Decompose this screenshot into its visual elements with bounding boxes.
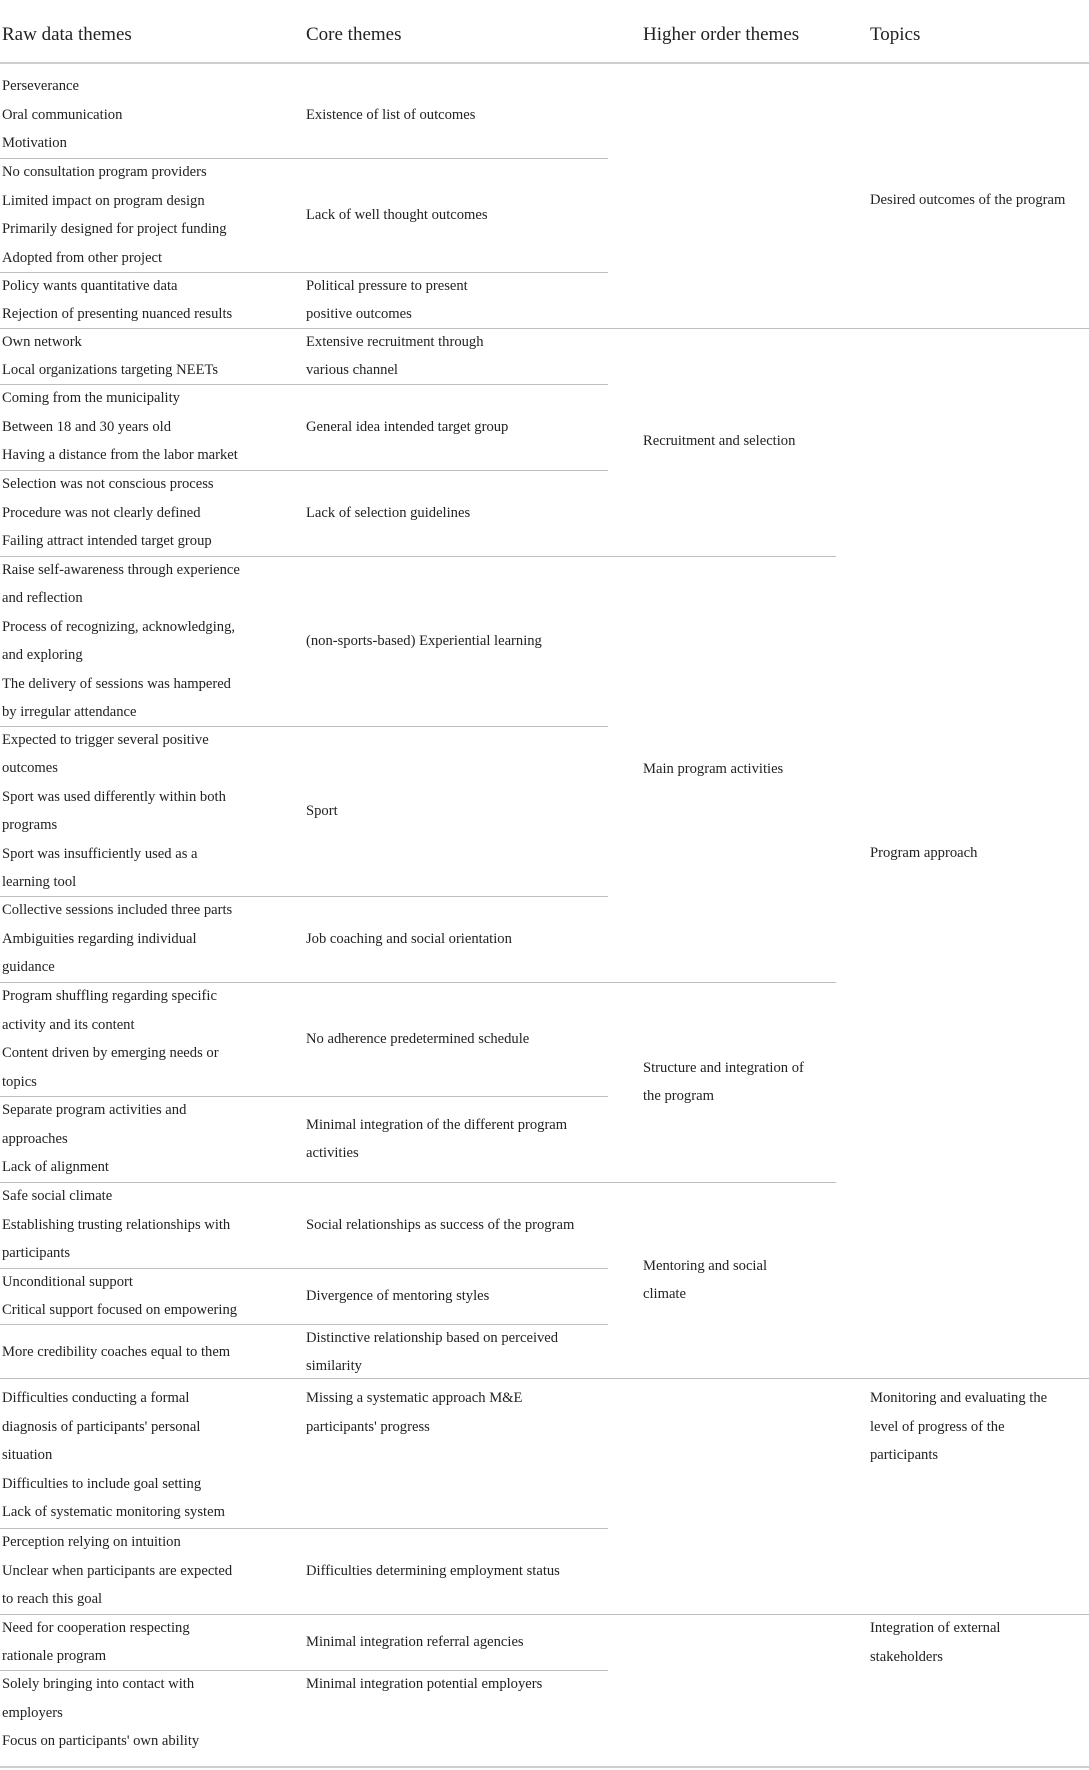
topic-cell: [870, 1384, 1085, 1612]
topic-cell: [870, 328, 1085, 1378]
row-divider: [0, 470, 608, 471]
raw-data-theme-cell: [2, 726, 302, 896]
cell-text-line: guidance: [2, 959, 55, 976]
header-raw-data-themes: Raw data themes: [2, 24, 132, 45]
cell-text-line: Unclear when participants are expected: [2, 1562, 233, 1579]
cell-text-line: Collective sessions included three parts: [2, 902, 233, 919]
cell-text-line: Need for cooperation respecting: [2, 1619, 190, 1636]
cell-text-line: Sport was used differently within both: [2, 788, 226, 805]
cell-text-line: Limited impact on program design: [2, 192, 205, 209]
core-theme-cell: [306, 982, 636, 1096]
cell-text-line: Own network: [2, 333, 82, 350]
core-theme-cell: [306, 470, 636, 556]
row-divider: [0, 1096, 608, 1097]
row-divider: [0, 982, 836, 983]
cell-text-line: Program approach: [870, 844, 978, 861]
cell-text-line: Process of recognizing, acknowledging,: [2, 618, 236, 635]
cell-text-line: Solely bringing into contact with: [2, 1676, 195, 1692]
core-theme-cell: [306, 1670, 636, 1756]
cell-text-line: Content driven by emerging needs or: [2, 1045, 219, 1061]
cell-text-line: Expected to trigger several positive: [2, 731, 209, 748]
cell-text-line: Focus on participants' own ability: [2, 1733, 200, 1749]
core-theme-cell: [306, 1268, 636, 1324]
raw-data-theme-cell: [2, 1384, 302, 1528]
row-divider: [0, 1324, 608, 1325]
cell-text-line: Motivation: [2, 135, 67, 152]
cell-text-line: participants: [2, 1245, 71, 1262]
cell-text-line: programs: [2, 817, 58, 833]
cell-text-line: Extensive recruitment through: [306, 333, 484, 350]
row-divider: [0, 384, 608, 385]
cell-text-line: approaches: [2, 1130, 68, 1147]
cell-text-line: rationale program: [2, 1648, 107, 1664]
raw-data-theme-cell: [2, 1182, 302, 1268]
core-theme-cell: [306, 896, 636, 982]
cell-text-line: Rejection of presenting nuanced results: [2, 306, 233, 322]
raw-data-theme-cell: [2, 1670, 302, 1756]
cell-text-line: activities: [306, 1145, 359, 1161]
cell-text-line: Sport was insufficiently used as a: [2, 845, 198, 862]
cell-text-line: Minimal integration potential employers: [306, 1676, 543, 1692]
cell-text-line: General idea intended target group: [306, 418, 509, 435]
cell-text-line: situation: [2, 1447, 53, 1463]
cell-text-line: Monitoring and evaluating the: [870, 1390, 1048, 1406]
cell-text-line: Primarily designed for project funding: [2, 221, 227, 237]
cell-text-line: Job coaching and social orientation: [306, 930, 512, 947]
core-theme-cell: [306, 72, 636, 158]
higher-order-theme-cell: [643, 1182, 863, 1378]
core-theme-cell: [306, 384, 636, 470]
cell-text-line: Missing a systematic approach M&E: [306, 1390, 523, 1406]
raw-data-theme-cell: [2, 328, 302, 384]
cell-text-line: Sport: [306, 802, 338, 819]
cell-text-line: Difficulties to include goal setting: [2, 1475, 202, 1492]
cell-text-line: Distinctive relationship based on perceived: [306, 1329, 559, 1346]
topic-cell: [870, 72, 1085, 328]
raw-data-theme-cell: [2, 470, 302, 556]
row-divider: [0, 272, 608, 273]
cell-text-line: Separate program activities and: [2, 1102, 187, 1119]
cell-text-line: Adopted from other project: [2, 249, 163, 266]
cell-text-line: Minimal integration of the different program: [306, 1116, 568, 1133]
cell-text-line: activity and its content: [2, 1016, 135, 1033]
higher-order-theme-cell: [643, 556, 863, 982]
cell-text-line: climate: [643, 1286, 686, 1302]
raw-data-theme-cell: [2, 556, 302, 726]
raw-data-theme-cell: [2, 384, 302, 470]
raw-data-theme-cell: [2, 1528, 302, 1614]
row-divider: [0, 556, 836, 557]
row-divider: [0, 158, 608, 159]
cell-text-line: Policy wants quantitative data: [2, 277, 178, 294]
header-higher-order-themes: Higher order themes: [643, 24, 800, 45]
cell-text-line: (non-sports-based) Experiential learning: [306, 632, 542, 649]
cell-text-line: Failing attract intended target group: [2, 533, 212, 550]
cell-text-line: Difficulties determining employment status: [306, 1562, 560, 1579]
cell-text-line: No adherence predetermined schedule: [306, 1030, 530, 1047]
row-divider: [0, 1182, 836, 1183]
cell-text-line: Between 18 and 30 years old: [2, 418, 171, 435]
core-theme-cell: [306, 1384, 636, 1528]
raw-data-theme-cell: [2, 896, 302, 982]
raw-data-theme-cell: [2, 1096, 302, 1182]
higher-order-theme-cell: [643, 982, 863, 1182]
cell-text-line: Coming from the municipality: [2, 390, 180, 407]
higher-order-theme-cell: [643, 328, 863, 554]
core-theme-cell: [306, 1528, 636, 1614]
cell-text-line: Having a distance from the labor market: [2, 447, 238, 464]
core-theme-cell: [306, 272, 636, 328]
header-topics: Topics: [870, 24, 921, 45]
raw-data-theme-cell: [2, 1268, 302, 1324]
cell-text-line: Lack of alignment: [2, 1159, 109, 1176]
cell-text-line: various channel: [306, 362, 398, 378]
raw-data-theme-cell: [2, 272, 302, 328]
cell-text-line: Difficulties conducting a formal: [2, 1390, 190, 1406]
cell-text-line: stakeholders: [870, 1648, 943, 1665]
cell-text-line: Perception relying on intuition: [2, 1534, 181, 1551]
cell-text-line: Mentoring and social: [643, 1257, 768, 1274]
core-theme-cell: [306, 1324, 636, 1380]
cell-text-line: employers: [2, 1704, 63, 1721]
cell-text-line: positive outcomes: [306, 306, 412, 322]
cell-text-line: the program: [643, 1088, 714, 1104]
cell-text-line: and reflection: [2, 590, 83, 606]
cell-text-line: Establishing trusting relationships with: [2, 1216, 231, 1233]
row-divider: [0, 328, 1089, 329]
cell-text-line: participants: [870, 1447, 939, 1463]
cell-text-line: Procedure was not clearly defined: [2, 504, 201, 521]
cell-text-line: by irregular attendance: [2, 704, 137, 720]
cell-text-line: Perseverance: [2, 78, 79, 95]
cell-text-line: Unconditional support: [2, 1273, 133, 1290]
core-theme-cell: [306, 556, 636, 726]
cell-text-line: topics: [2, 1073, 37, 1090]
core-theme-cell: [306, 1182, 636, 1268]
row-divider: [0, 896, 608, 897]
cell-text-line: and exploring: [2, 647, 83, 663]
cell-text-line: participants' progress: [306, 1418, 430, 1435]
core-theme-cell: [306, 1096, 636, 1182]
cell-text-line: Oral communication: [2, 106, 123, 123]
cell-text-line: learning tool: [2, 874, 77, 890]
row-divider: [0, 1670, 608, 1671]
cell-text-line: level of progress of the: [870, 1418, 1005, 1435]
core-theme-cell: [306, 1614, 636, 1670]
row-divider: [0, 1268, 608, 1269]
row-divider: [0, 1766, 1089, 1768]
topic-cell: [870, 1614, 1085, 1756]
cell-text-line: similarity: [306, 1358, 362, 1374]
cell-text-line: No consultation program providers: [2, 164, 207, 180]
cell-text-line: Recruitment and selection: [643, 432, 796, 449]
cell-text-line: Structure and integration of: [643, 1059, 804, 1076]
cell-text-line: Critical support focused on empowering: [2, 1302, 238, 1318]
cell-text-line: Program shuffling regarding specific: [2, 988, 217, 1004]
raw-data-theme-cell: [2, 158, 302, 272]
cell-text-line: Ambiguities regarding individual: [2, 930, 197, 947]
cell-text-line: Lack of selection guidelines: [306, 504, 471, 521]
cell-text-line: outcomes: [2, 760, 58, 776]
raw-data-theme-cell: [2, 1614, 302, 1670]
row-divider: [0, 62, 1089, 64]
raw-data-theme-cell: [2, 72, 302, 158]
cell-text-line: Integration of external: [870, 1620, 1001, 1636]
cell-text-line: Lack of well thought outcomes: [306, 206, 488, 223]
cell-text-line: Divergence of mentoring styles: [306, 1287, 490, 1304]
raw-data-theme-cell: [2, 1324, 302, 1380]
row-divider: [0, 1378, 1089, 1379]
cell-text-line: Social relationships as success of the program: [306, 1216, 575, 1233]
core-theme-cell: [306, 328, 636, 384]
cell-text-line: Local organizations targeting NEETs: [2, 362, 219, 378]
raw-data-theme-cell: [2, 982, 302, 1096]
cell-text-line: More credibility coaches equal to them: [2, 1343, 231, 1360]
cell-text-line: Lack of systematic monitoring system: [2, 1504, 225, 1520]
cell-text-line: Safe social climate: [2, 1188, 113, 1205]
cell-text-line: Existence of list of outcomes: [306, 106, 476, 123]
cell-text-line: Minimal integration referral agencies: [306, 1633, 524, 1650]
cell-text-line: Desired outcomes of the program: [870, 191, 1066, 208]
cell-text-line: to reach this goal: [2, 1591, 103, 1608]
row-divider: [0, 1614, 1089, 1615]
cell-text-line: Main program activities: [643, 760, 784, 777]
cell-text-line: The delivery of sessions was hampered: [2, 675, 231, 692]
core-theme-cell: [306, 726, 636, 896]
core-theme-cell: [306, 158, 636, 272]
cell-text-line: diagnosis of participants' personal: [2, 1418, 201, 1435]
row-divider: [0, 1528, 608, 1529]
row-divider: [0, 726, 608, 727]
header-core-themes: Core themes: [306, 24, 402, 45]
cell-text-line: Selection was not conscious process: [2, 476, 214, 493]
cell-text-line: Political pressure to present: [306, 277, 468, 294]
cell-text-line: Raise self-awareness through experience: [2, 561, 240, 578]
